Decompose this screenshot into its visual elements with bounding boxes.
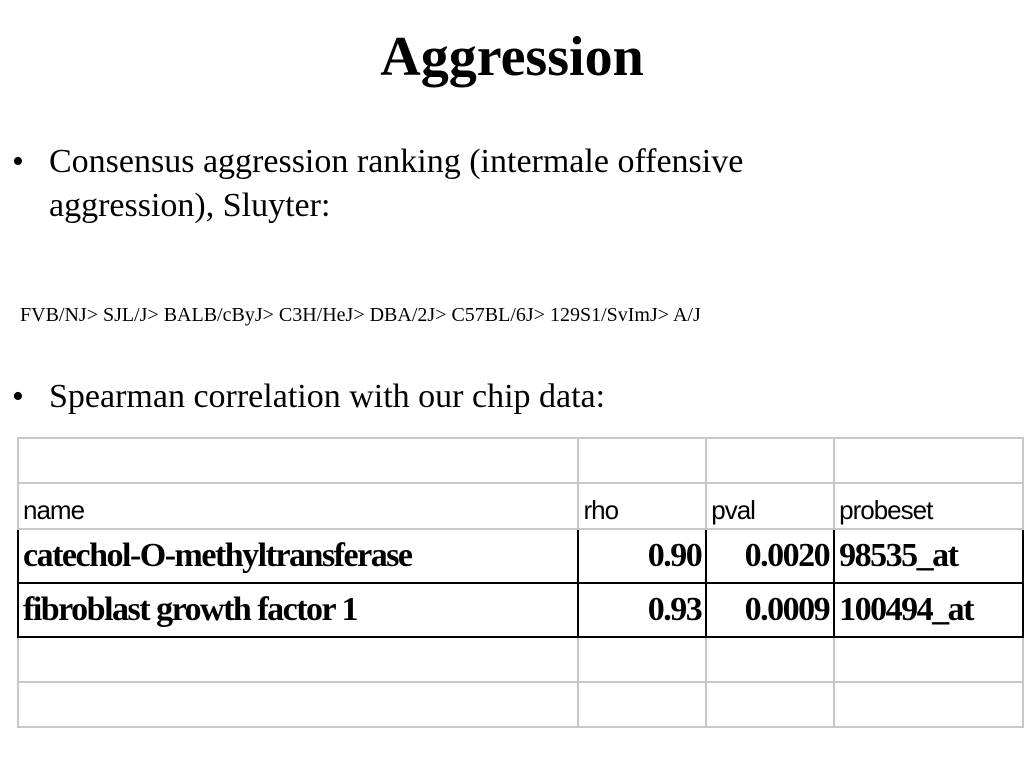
empty-cell — [18, 682, 578, 727]
column-header-rho: rho — [578, 483, 706, 529]
pval-cell: 0.0009 — [706, 583, 834, 637]
table-header-row — [18, 483, 1023, 529]
table-row — [18, 583, 1023, 637]
empty-cell — [706, 637, 834, 682]
empty-cell — [18, 637, 578, 682]
empty-cell — [578, 438, 706, 483]
pval-cell: 0.0020 — [706, 529, 834, 583]
rho-cell: 0.93 — [578, 583, 706, 637]
empty-cell — [578, 682, 706, 727]
empty-row — [18, 438, 1023, 483]
probeset-cell: 100494_at — [834, 583, 1023, 637]
bullet-text: Spearman correlation with our chip data: — [49, 378, 606, 415]
bullet-text: Consensus aggression ranking (intermale offensive aggression), Sluyter: — [49, 143, 744, 224]
table-row — [18, 529, 1023, 583]
empty-cell — [18, 438, 578, 483]
probeset-cell: 98535_at — [834, 529, 1023, 583]
bullet-spearman-correlation — [12, 375, 912, 419]
correlation-table — [17, 437, 1024, 728]
gene-name-cell: catechol-O-methyltransferase — [18, 529, 578, 583]
empty-cell — [834, 637, 1023, 682]
column-header-probeset: probeset — [834, 483, 1023, 529]
empty-row — [18, 682, 1023, 727]
strain-ranking-line: FVB/NJ> SJL/J> BALB/cByJ> C3H/HeJ> DBA/2J> C57BL/6J> 129S1/SvImJ> A/J — [20, 304, 701, 326]
empty-cell — [706, 438, 834, 483]
slide-title: Aggression — [380, 26, 644, 88]
empty-cell — [578, 637, 706, 682]
rho-cell: 0.90 — [578, 529, 706, 583]
bullet-consensus-ranking — [12, 140, 912, 228]
empty-cell — [834, 438, 1023, 483]
column-header-pval: pval — [706, 483, 834, 529]
bullet-marker: • — [12, 378, 24, 415]
empty-cell — [834, 682, 1023, 727]
empty-cell — [706, 682, 834, 727]
column-header-name: name — [18, 483, 578, 529]
empty-row — [18, 637, 1023, 682]
bullet-marker: • — [12, 143, 24, 180]
gene-name-cell: fibroblast growth factor 1 — [18, 583, 578, 637]
